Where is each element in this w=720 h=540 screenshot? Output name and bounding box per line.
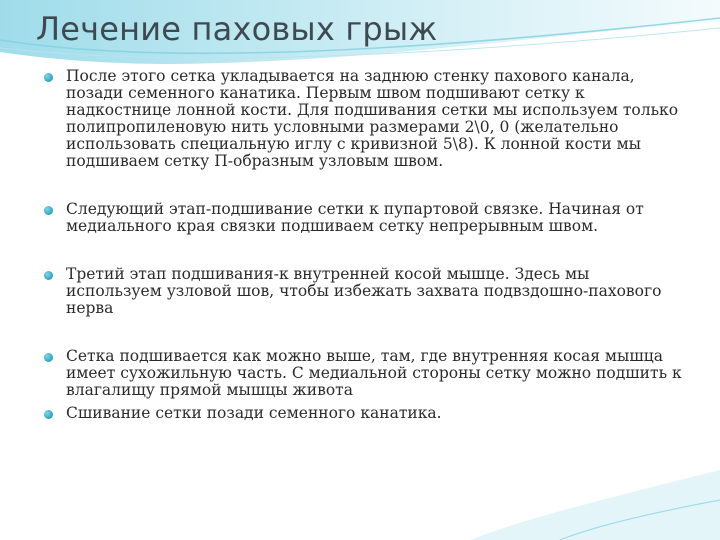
bullet-text: Сетка подшивается как можно выше, там, где внутренняя косая мышца имеет сухожильную часть. С медиальной стороны сетку можно подшить к влагалищу прямой мышцы живота — [66, 347, 682, 399]
bullet-text: Сшивание сетки позади семенного канатика. — [66, 404, 442, 422]
bullet-item — [44, 348, 684, 399]
bullet-text: Следующий этап-подшивание сетки к пупартовой связке. Начиная от медиального края связки подшиваем сетку непрерывным швом. — [66, 200, 644, 235]
bullet-dot-icon — [44, 271, 53, 280]
bullet-item — [44, 405, 684, 422]
bullet-dot-icon — [44, 206, 53, 215]
bullet-dot-icon — [44, 73, 53, 82]
bullet-item — [44, 266, 684, 317]
slide-title: Лечение паховых грыж — [36, 10, 438, 48]
bullet-item — [44, 201, 684, 235]
bullet-list — [44, 68, 684, 422]
bullet-dot-icon — [44, 410, 53, 419]
bullet-text: После этого сетка укладывается на заднюю стенку пахового канала, позади семенного канатика. Первым швом подшивают сетку к надкостнице лонной кости. Для подшивания сетки мы используем только полипропиленовую нить условными размерами 2\0, 0 (желательно использовать специальную иглу с кривизной 5\8). К лонной кости мы подшиваем сетку П-образным узловым швом. — [66, 67, 679, 170]
bullet-dot-icon — [44, 353, 53, 362]
bullet-item — [44, 68, 684, 170]
bullet-text: Третий этап подшивания-к внутренней косой мышце. Здесь мы используем узловой шов, чтобы избежать захвата подвздошно-пахового нерва — [66, 265, 662, 317]
